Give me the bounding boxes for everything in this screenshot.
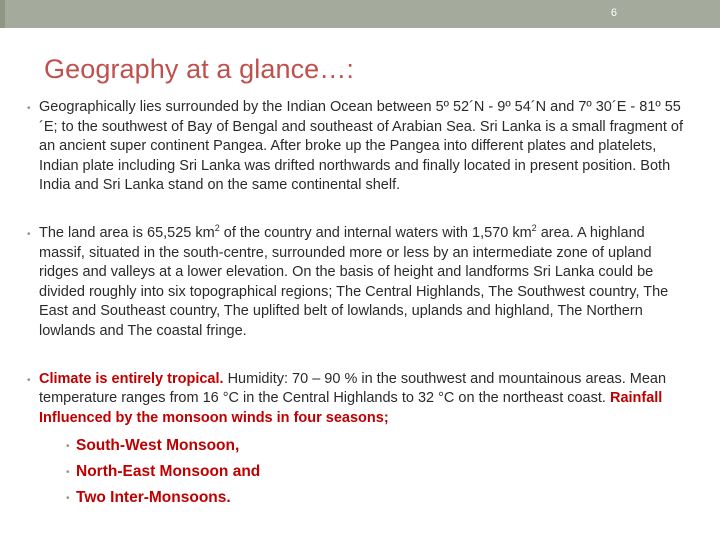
bullet-text: Geographically lies surrounded by the Indian Ocean between 5º 52´N - 9º 54´N and 7º 30´E - 81º 55´E; to the southwest of Bay of Bengal and southeast of Arabian Sea. Sri Lanka is a small fragment of an ancient super continent Pangea. After broke up the Pangea into different plates and platelets, Indian plate including Sri Lanka was drifted northwards and finally located in present position. Both India and Sri Lanka stand on the same continental shelf.: [39, 99, 684, 194]
bullet-climate: [24, 370, 694, 509]
rainfall-emphasis-text: Rainfall Influenced by the monsoon winds in four seasons;: [39, 390, 663, 426]
list-item-text: South-West Monsoon,: [76, 437, 240, 455]
bullet-dot-icon: •: [66, 467, 70, 479]
bullet-dot-icon: •: [27, 374, 31, 386]
slide-content: [24, 98, 694, 514]
bullet-dot-icon: •: [66, 493, 70, 505]
bullet-text-part-3: area. A highland massif, situated in the south-centre, surrounded more or less by an intermediate zone of upland ridges and valleys at a lower elevation. On the basis of height and landforms Sri Lanka could be divided roughly into six topographical regions; The Central Highlands, The Southwest country, The East and Southeast country, The uplifted belt of lowlands, uplands and highland, The Northern lowlands and The coastal fringe.: [39, 224, 669, 339]
bullet-text-part-1: The land area is 65,525 km: [39, 224, 215, 241]
header-accent: [0, 0, 5, 28]
climate-body-text: Humidity: 70 – 90 % in the southwest and mountainous areas. Mean temperature ranges from 16 °C in the Central Highlands to 32 °C on the northeast coast.: [39, 370, 667, 407]
monsoon-list: [39, 436, 694, 508]
bullet-land-area: [24, 224, 694, 342]
bullet-dot-icon: •: [27, 103, 31, 114]
slide-title: Geography at a glance…:: [44, 54, 354, 84]
bullet-dot-icon: •: [27, 228, 31, 240]
page-number: 6: [610, 7, 617, 19]
bullet-dot-icon: •: [66, 441, 70, 453]
list-item-inter-monsoons: [39, 488, 694, 508]
bullet-text-part-2: of the country and internal waters with 1,570 km: [219, 224, 532, 241]
bullet-geography-location: [24, 98, 694, 196]
climate-lead-text: Climate is entirely tropical.: [39, 370, 224, 387]
superscript-2: 2: [214, 223, 220, 234]
list-item-text: North-East Monsoon and: [76, 463, 261, 481]
superscript-2: 2: [531, 223, 537, 234]
list-item-north-east-monsoon: [39, 462, 694, 482]
list-item-text: Two Inter-Monsoons.: [76, 489, 231, 507]
list-item-south-west-monsoon: [39, 436, 694, 456]
header-bar: [0, 0, 720, 28]
